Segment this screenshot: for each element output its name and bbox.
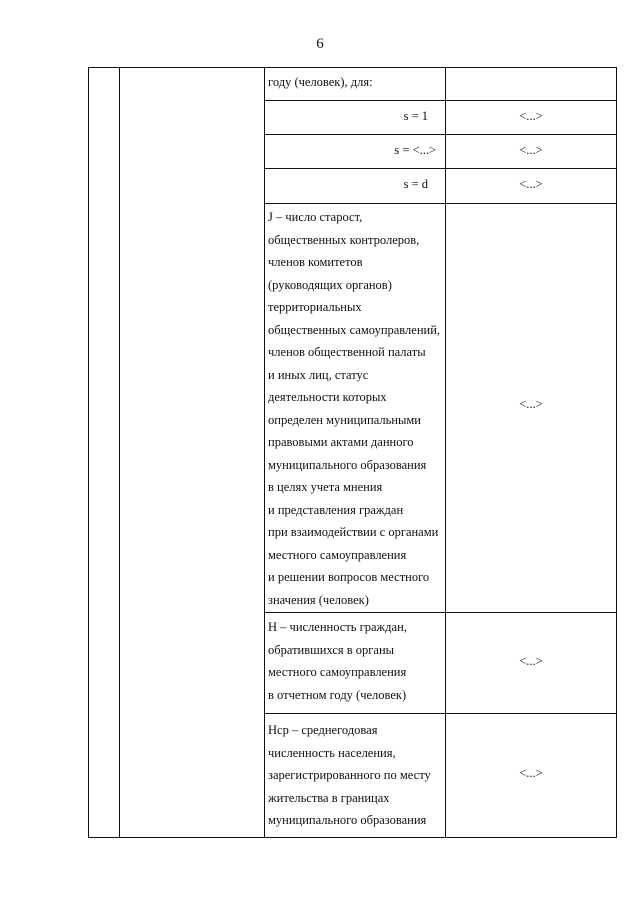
parameter-label: s = 1 <box>403 109 428 123</box>
row-separator <box>264 168 617 169</box>
row-separator <box>264 134 617 135</box>
parameter-label: s = <...> <box>394 143 436 157</box>
column-divider-2 <box>264 67 265 838</box>
parameter-label: s = d <box>403 177 428 191</box>
value-placeholder: <...> <box>519 397 543 411</box>
page-number: 6 <box>316 36 324 52</box>
value-placeholder: <...> <box>519 109 543 123</box>
table-border-left <box>88 67 89 838</box>
row-description: Нср – среднегодовая численность населения, зарегистрированного по месту жительства в границах муниципального образования <box>268 723 431 827</box>
value-placeholder: <...> <box>519 654 543 668</box>
row-separator <box>264 612 617 613</box>
row-separator <box>264 100 617 101</box>
table-border-right <box>616 67 617 838</box>
indicator-table <box>88 67 618 838</box>
row-description: Н – численность граждан, обратившихся в органы местного самоуправления в отчетном году (человек) <box>268 620 407 702</box>
value-placeholder: <...> <box>519 143 543 157</box>
row-separator <box>264 713 617 714</box>
row-description: году (человек), для: <box>268 75 373 89</box>
row-description: J – число старост, общественных контролеров, членов комитетов (руководящих органов) территориальных общественных самоуправлений, членов общественной палаты и иных лиц, статус деятельности которых определен муниципальными правовыми актами данного муниципального образования в целях учета мнения и представления граждан при взаимодействии с органами местного самоуправления и решении вопросов местного значения (человек) <box>268 210 441 607</box>
value-placeholder: <...> <box>519 177 543 191</box>
table-border-top <box>88 67 617 68</box>
column-divider-1 <box>119 67 120 838</box>
value-placeholder: <...> <box>519 766 543 780</box>
table-border-bottom <box>88 837 617 838</box>
row-separator <box>264 203 617 204</box>
